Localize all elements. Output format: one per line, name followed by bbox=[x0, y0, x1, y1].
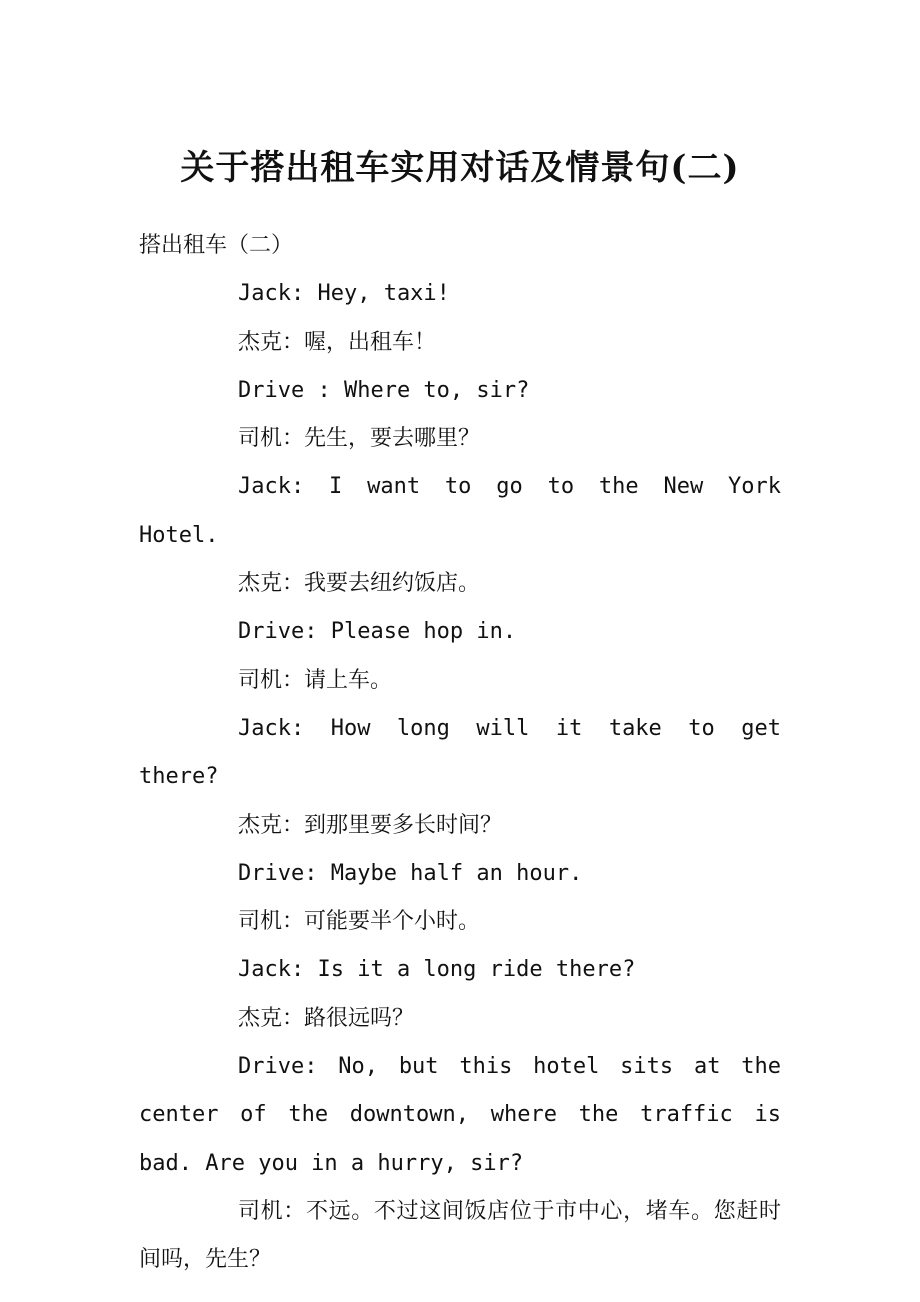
dialogue-line: 司机：不远。不过这间饭店位于市中心，堵车。您赶时间吗，先生？ bbox=[139, 1198, 781, 1273]
dialogue-line: Drive: Please hop in. bbox=[238, 619, 517, 645]
dialogue-line: Jack: I want to go to the New York Hotel. bbox=[139, 474, 781, 548]
dialogue-line: 杰克：喔，出租车！ bbox=[238, 329, 437, 355]
dialogue-line: Drive: No, but this hotel sits at the center of the downtown, where the traffic is bad. Are you in a hurry, sir? bbox=[139, 1054, 781, 1176]
dialogue-line: Drive : Where to, sir? bbox=[238, 377, 530, 403]
dialogue-line: Jack: How long will it take to get there? bbox=[139, 715, 781, 790]
dialogue-line: Jack: Hey, taxi! bbox=[238, 281, 450, 307]
document-title: 关于搭出租车实用对话及情景句(二) bbox=[180, 148, 740, 188]
dialogue-line: 杰克：路很远吗？ bbox=[238, 1005, 415, 1031]
dialogue-line: 司机：先生，要去哪里？ bbox=[238, 426, 481, 452]
dialogue-line: Drive: Maybe half an hour. bbox=[238, 860, 583, 886]
dialogue-line: 杰克：我要去纽约饭店。 bbox=[238, 571, 481, 597]
dialogue-line: 杰克：到那里要多长时间？ bbox=[238, 812, 503, 838]
section-heading: 搭出租车（二） bbox=[139, 233, 294, 258]
dialogue-line: 司机：可能要半个小时。 bbox=[238, 909, 481, 935]
document-body bbox=[139, 222, 781, 1285]
dialogue-line: Jack: Is it a long ride there? bbox=[238, 957, 636, 983]
dialogue-line: 司机：请上车。 bbox=[238, 667, 393, 693]
